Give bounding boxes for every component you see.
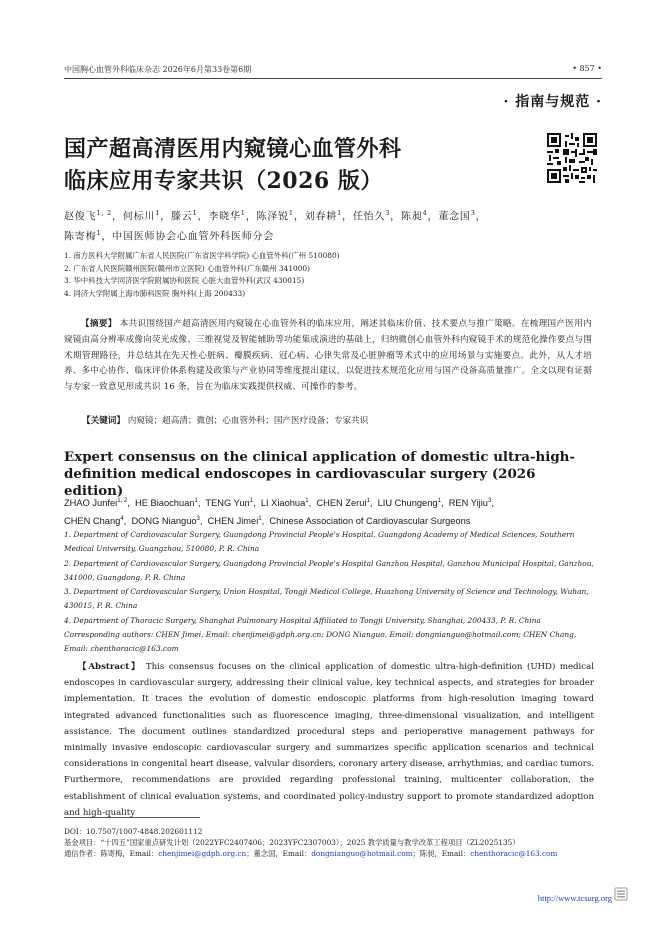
author-name: TENG Yun	[205, 498, 250, 509]
header-rule	[64, 78, 602, 79]
author-name: 刘春耕	[304, 211, 338, 223]
author-sup: 1, 2	[96, 209, 113, 217]
affiliation-item: 2. 广东省人民医院赣州医院(赣州市立医院) 心血管外科(广东赣州 341000)	[64, 263, 311, 273]
corr-mid: ；陈昶，Email：	[412, 849, 471, 858]
author-sup: 1	[240, 209, 246, 217]
authors-cn: 赵俊飞$^{1, 2}$，何标川$^1$，滕云$^1$，李晓华$^1$，陈泽锐$^1$，刘春耕$^1$，任怡久$^3$，陈昶$^4$，董念国$^3$， 陈寄梅$^1$，中国医师协会心血管外科医师分会	[64, 209, 487, 243]
author-sup: 1	[437, 498, 441, 504]
author-name: 滕云	[170, 211, 193, 223]
author-sup: 1	[155, 209, 161, 217]
running-head: 中国胸心血管外科临床杂志 2026年6月第33卷第6期	[64, 65, 252, 74]
author-name: LIU Chungeng	[377, 498, 438, 509]
corr-prefix: 通信作者：陈寄梅，Email：	[64, 849, 159, 858]
authors-en: ZHAO Junfei$^{1, 2}$, HE Biaochuan$^1$, TENG Yun$^1$, LI Xiaohua$^1$, CHEN Zerui$^1$, LIU Chungeng$^1$, REN Yijiu$^3$, CHEN Chang$^4$, DONG Nianguo$^3$, CHEN Jimei$^1$, Chinese Association of Cardiovascular Surgeons	[64, 498, 494, 527]
footnotes	[64, 826, 594, 859]
author-name: CHEN Jimei	[207, 516, 259, 527]
author-name: 陈泽锐	[256, 211, 289, 223]
email-link[interactable]: dongnianguo@hotmail.com	[311, 849, 413, 858]
author-sup: 1, 2	[117, 498, 128, 504]
article-title-en: Expert consensus on the clinical application of domestic ultra-high-definition medical endoscopes in cardiovascular surgery (2026 edition)	[64, 449, 575, 499]
author-name: 任怡久	[352, 211, 386, 223]
author-name: LI Xiaohua	[260, 498, 306, 509]
author-sup: 1	[258, 516, 262, 523]
author-sup: 1	[305, 498, 309, 504]
author-name: CHEN Zerui	[316, 498, 367, 509]
affiliation-item: 3. Department of Cardiovascular Surgery, Union Hospital, Tongji Medical College, Huazhong University of Science and Technology, Wuhan, 430015, P. R. China	[64, 587, 589, 611]
author-name: 陈昶	[400, 211, 423, 223]
email-link[interactable]: chenjimei@gdph.org.cn	[158, 849, 247, 858]
author-name: 李晓华	[208, 211, 241, 223]
author-sup: 1	[249, 498, 254, 504]
author-name: ZHAO Junfei	[64, 498, 118, 509]
affiliation-item: 4. 同济大学附属上海市肺科医院 胸外科(上海 200433)	[64, 288, 246, 298]
author-sup: 3	[196, 516, 200, 523]
author-name: DONG Nianguo	[131, 516, 197, 527]
article-title-cn	[64, 133, 484, 197]
keywords-label: 【关键词】	[82, 416, 125, 426]
author-sup: 1	[194, 498, 198, 504]
author-sup: 3	[385, 209, 391, 217]
author-sup: 3	[487, 498, 492, 504]
email-link[interactable]: chenthoracic@163.com	[470, 849, 558, 858]
abstract-text: 本共识围绕国产超高清医用内窥镜在心血管外科的临床应用，阐述其临床价值、技术要点与推广策略。在梳理国产医用内窥镜由高分辨率成像向荧光成像、三维视觉及智能辅助等功能集成演进的基础上，归纳微创心血管外科内窥镜手术的规范化操作要点与围术期管理路径，并总结其在先天性心脏病、瓣膜疾病、冠心病、心律失常及心脏肿瘤等术式中的应用场景与实施要点。此外，从人才培养、多中心协作、临床评价体系构建及政策与产业协同等维度提出建议，以促进技术规范化应用与国产设备高质量推广。全文以现有证据与专家一致意见形成共识 16 条，旨在为临床实践提供权威、可操作的参考。	[64, 319, 592, 393]
author-name: 陈寄梅	[64, 231, 97, 243]
author-sup: 4	[120, 516, 124, 523]
qr-code-icon	[547, 133, 597, 183]
affiliation-item: 3. 华中科技大学同济医学院附属协和医院 心脏大血管外科(武汉 430015)	[64, 276, 305, 286]
author-sup: 1	[192, 209, 198, 217]
footnote-rule	[64, 817, 200, 818]
section-label: · 指南与规范 ·	[503, 94, 602, 110]
title-line-1: 国产超高清医用内窥镜心血管外科	[64, 136, 402, 162]
author-name: HE Biaochuan	[135, 498, 195, 509]
author-sup: 4	[422, 209, 428, 217]
author-org: ，中国医师协会心血管外科医师分会	[101, 231, 275, 243]
affiliations-cn	[64, 250, 584, 300]
journal-url-link[interactable]: http://www.tcsurg.org	[537, 893, 612, 903]
author-sup: 1	[288, 209, 294, 217]
funding: 基金项目：“十四五”国家重点研发计划（2022YFC2407406；2023YFC2307003）；2025 教学质量与教学改革工程项目（ZL2025135）	[64, 838, 520, 847]
abstract-en	[64, 659, 594, 821]
author-name: REN Yijiu	[448, 498, 488, 509]
author-name: 赵俊飞	[64, 211, 97, 223]
affiliation-item: 1. Department of Cardiovascular Surgery, Guangdong Provincial People's Hospital, Guangdong Academy of Medical Sciences, Southern Medical University, Guangzhou, 510080, P. R. China	[64, 530, 575, 554]
corresponding-authors: Corresponding authors: CHEN Jimei, Email: chenjimei@gdph.org.cn; DONG Nianguo, Email: dongnianguo@hotmail.com; CHEN Chang, Email: chenthoracic@163.com	[64, 630, 577, 654]
abstract-label: 【摘要】	[81, 319, 117, 329]
author-name: CHEN Chang	[64, 516, 121, 527]
author-org: Chinese Association of Cardiovascular Surgeons	[269, 516, 471, 527]
page-number: • 857 •	[572, 64, 602, 73]
abstract-label: 【Abstract】	[78, 662, 142, 672]
author-name: 何标川	[122, 211, 156, 223]
affiliation-item: 1. 南方医科大学附属广东省人民医院(广东省医学科学院) 心血管外科(广州 510080)	[64, 251, 340, 260]
affiliation-item: 2. Department of Cardiovascular Surgery, Guangdong Provincial People's Hospital Ganzhou Hospital, Ganzhou Municipal Hospital, Ganzhou, 341000, Guangdong, P. R. China	[64, 558, 594, 582]
abstract-text: This consensus focuses on the clinical application of domestic ultra-high-definition (UHD) medical endoscopes in cardiovascular surgery, addressing their clinical value, key technical aspects, and strategies for broader implementation. It traces the evolution of domestic endoscopic platforms from high-resolution imaging toward integrated advanced functionalities such as fluorescence imaging, three-dimensional visualization, and intelligent assistance. The document outlines standardized procedural steps and perioperative management pathways for minimally invasive endoscopic cardiovascular surgery and summarizes specific application scenarios and technical considerations in congenital heart disease, valvular disorders, coronary artery disease, arrhythmias, and cardiac tumors. Furthermore, recommendations are provided regarding professional training, multicenter collaboration, the establishment of clinical evaluation systems, and coordinated policy-industry support to promote standardized adoption and high-quality	[64, 662, 594, 818]
author-sup: 1	[337, 209, 342, 217]
author-name: 董念国	[438, 211, 471, 223]
title-line-2: 临床应用专家共识（2026 版）	[64, 168, 383, 194]
keywords-text: 内窥镜；超高清；微创；心血管外科；国产医疗设备；专家共识	[127, 416, 369, 426]
abstract-cn	[64, 317, 592, 396]
author-sup: 3	[470, 209, 476, 217]
doi: DOI：10.7507/1007-4848.202601112	[64, 827, 203, 836]
journal-logo-icon	[614, 887, 628, 901]
correspondence	[64, 848, 594, 859]
keywords-cn	[82, 414, 592, 428]
affiliations-en	[64, 528, 594, 657]
author-sup: 1	[366, 498, 370, 504]
affiliation-item: 4. Department of Thoracic Surgery, Shanghai Pulmonary Hospital Affiliated to Tongji University, Shanghai, 200433, P. R. China	[64, 615, 541, 625]
corr-mid: ；董念国，Email：	[246, 849, 312, 858]
